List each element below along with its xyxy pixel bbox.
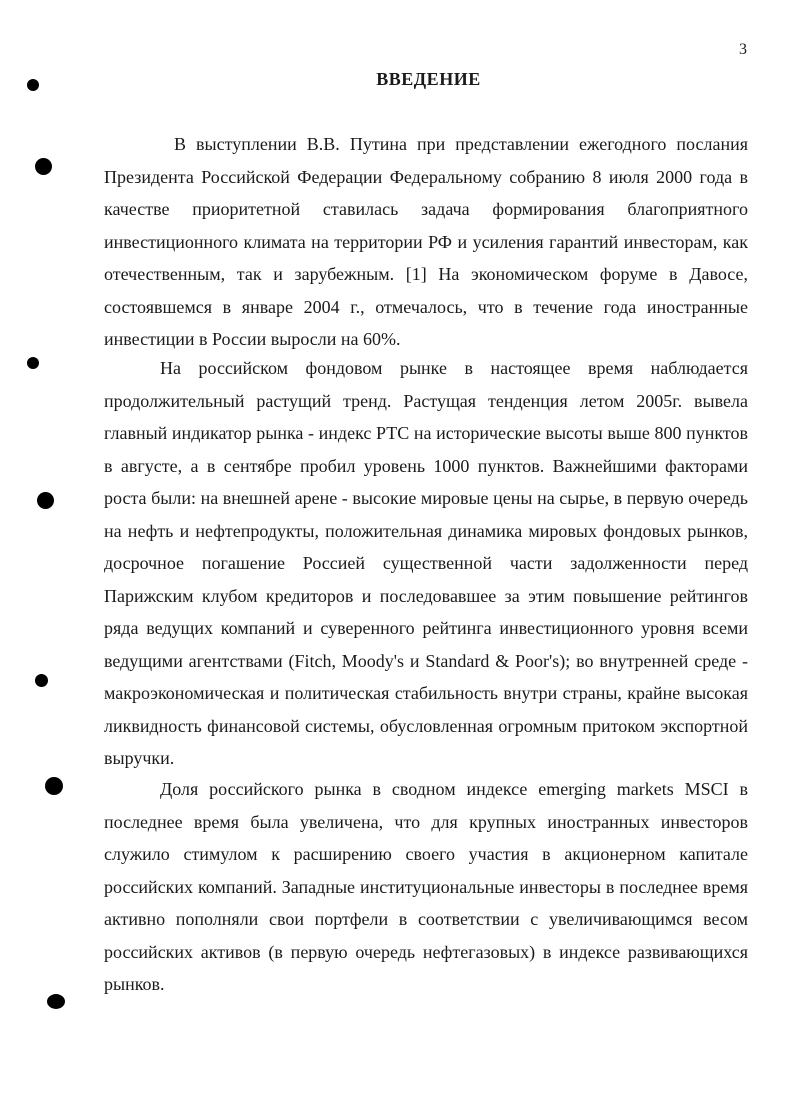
binder-hole — [27, 357, 39, 369]
binder-hole — [35, 158, 52, 175]
binder-hole — [27, 79, 39, 91]
binder-hole — [47, 994, 65, 1009]
page-title: ВВЕДЕНИЕ — [376, 69, 481, 89]
binder-hole — [45, 777, 63, 795]
page-number: 3 — [739, 41, 747, 58]
paragraph: Доля российского рынка в сводном индексе emerging markets MSCI в последнее время была увеличена, что для крупных иностранных инвесторов служило стимулом к расширению своего участия в акционерном капитале российских компаний. Западные институциональные инвесторы в последнее время активно пополняли свои портфели в соответствии с увеличивающимся весом российских активов (в первую очередь нефтегазовых) в индексе развивающихся рынков. — [104, 779, 748, 994]
paragraph: В выступлении В.В. Путина при представлении ежегодного послания Президента Российской Федерации Федеральному собранию 8 июля 2000 года в качестве приоритетной ставилась задача формирования благоприятного инвестиционного климата на территории РФ и усиления гарантий инвесторам, как отечественным, так и зарубежным. [1] На экономическом форуме в Давосе, состоявшемся в январе 2004 г., отмечалось, что в течение года иностранные инвестиции в России выросли на 60%. — [104, 134, 748, 349]
paragraph: На российском фондовом рынке в настоящее время наблюдается продолжительный растущий тренд. Растущая тенденция летом 2005г. вывела главный индикатор рынка - индекс РТС на исторические высоты выше 800 пунктов в августе, а в сентябре пробил уровень 1000 пунктов. Важнейшими факторами роста были: на внешней арене - высокие мировые цены на сырье, в первую очередь на нефть и нефтепродукты, положительная динамика мировых фондовых рынков, досрочное погашение Россией существенной части задолженности перед Парижским клубом кредиторов и последовавшее за этим повышение рейтингов ряда ведущих компаний и суверенного рейтинга инвестиционного уровня всеми ведущими агентствами (Fitch, Moody's и Standard & Poor's); во внутренней среде - макроэкономическая и политическая стабильность внутри страны, крайне высокая ликвидность финансовой системы, обусловленная огромным притоком экспортной выручки. — [104, 358, 748, 768]
binder-hole — [37, 492, 54, 509]
binder-hole — [35, 674, 48, 687]
